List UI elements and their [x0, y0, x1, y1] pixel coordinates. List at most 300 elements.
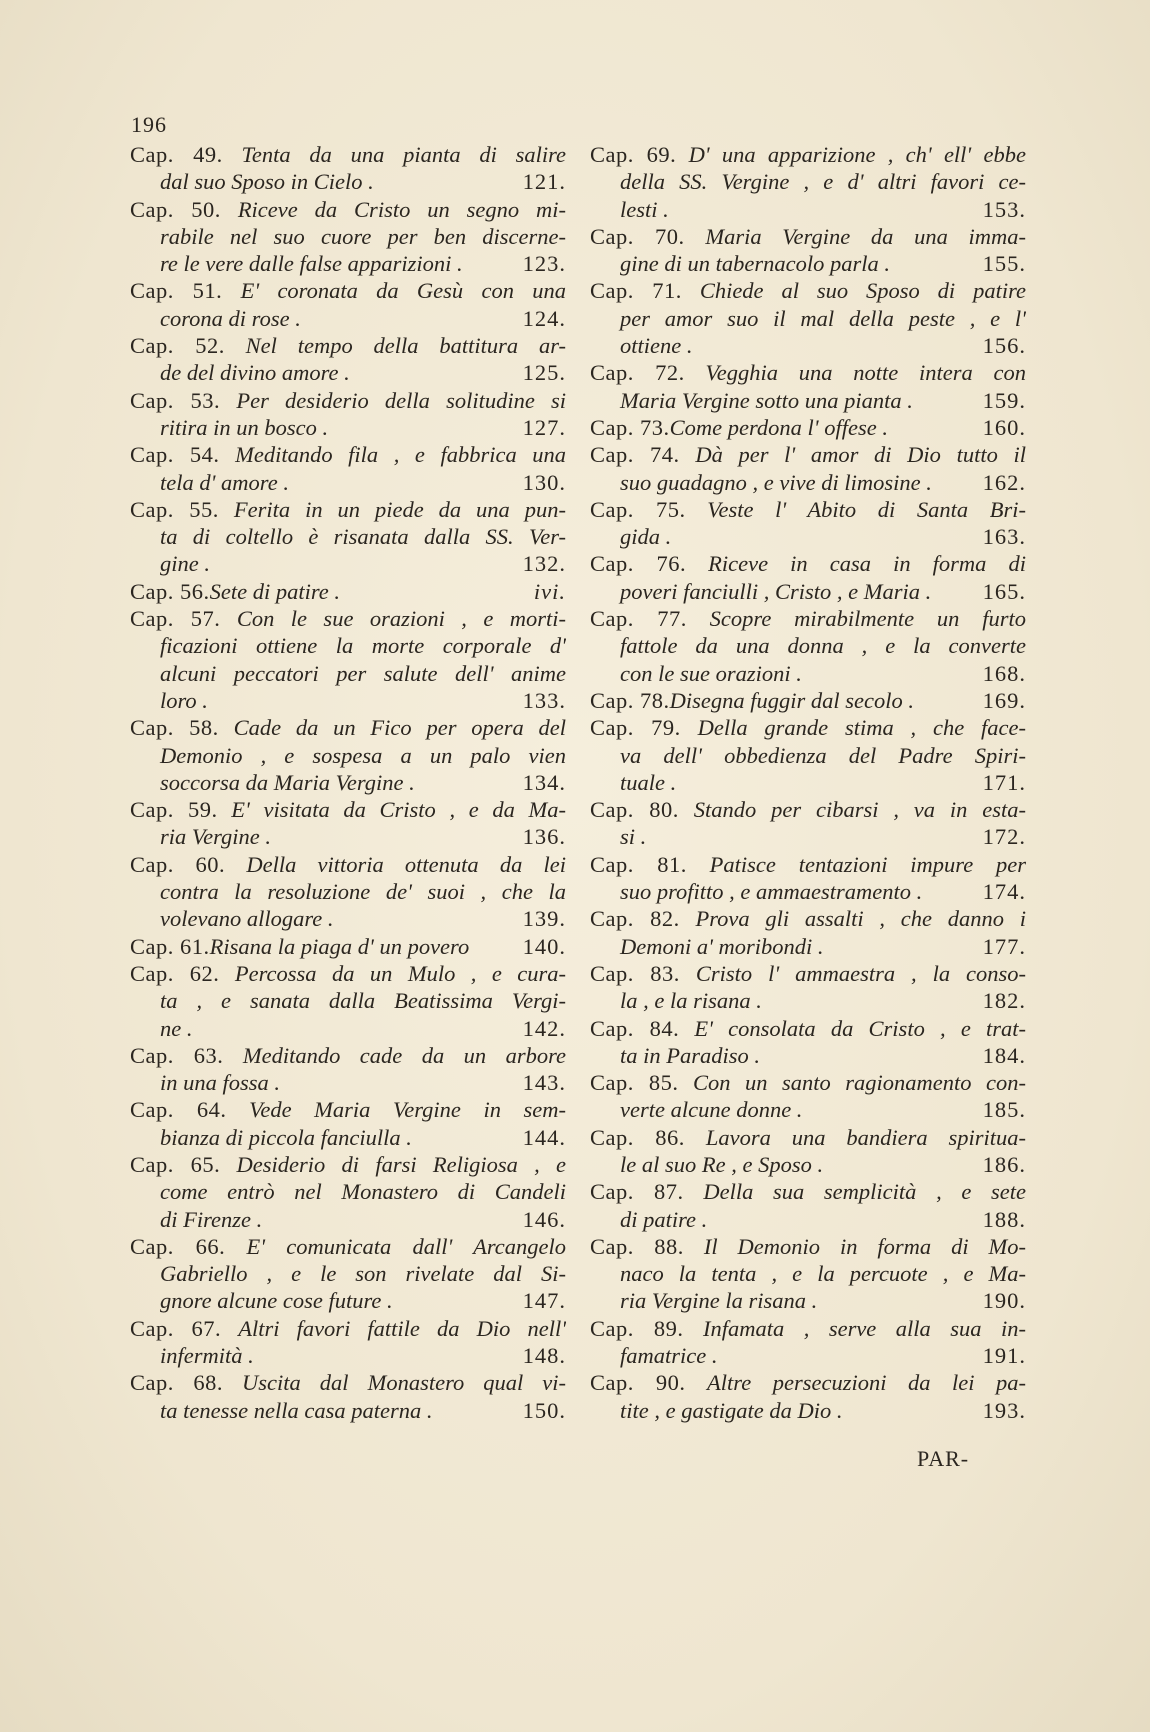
- chapter-label: Cap. 69.: [590, 142, 677, 167]
- entry-line: [590, 332, 1026, 359]
- entry-line: [590, 496, 1026, 523]
- chapter-title: famatrice .: [620, 1343, 718, 1369]
- chapter-title: gine di un tabernacolo parla .: [620, 251, 890, 277]
- entry-line: [130, 960, 566, 987]
- chapter-title: Altre persecuzioni da lei pa-: [707, 1370, 1026, 1396]
- entry-line: [130, 1260, 566, 1287]
- chapter-title: Lavora una bandiera spiritua-: [705, 1124, 1026, 1150]
- chapter-title: ritira in un bosco .: [160, 414, 329, 440]
- entry-line: [130, 1042, 566, 1069]
- entry-line: [590, 550, 1026, 577]
- entry-line: [590, 387, 1026, 414]
- page-reference: 146.: [522, 1206, 566, 1232]
- chapter-title: soccorsa da Maria Vergine .: [160, 769, 415, 795]
- chapter-label: Cap. 82.: [590, 906, 680, 932]
- toc-entry: [590, 441, 1026, 496]
- page-reference: 139.: [522, 906, 566, 932]
- toc-entry: [590, 796, 1026, 851]
- page-reference: 125.: [522, 360, 566, 386]
- chapter-label: Cap. 71.: [590, 278, 682, 304]
- entry-line: [590, 1287, 1026, 1314]
- page-reference: 177.: [982, 933, 1026, 959]
- entry-line: [590, 796, 1026, 823]
- chapter-title: Sete di patire .: [209, 578, 341, 604]
- entry-line: [590, 1315, 1026, 1342]
- toc-entry: [590, 1015, 1026, 1070]
- entry-line: [590, 851, 1026, 878]
- chapter-title: naco la tenta , e la percuote , e Ma-: [620, 1261, 1026, 1287]
- chapter-label: Cap. 73.: [590, 414, 670, 440]
- toc-entry: [130, 1233, 566, 1315]
- toc-entry: [130, 960, 566, 1042]
- chapter-label: Cap. 50.: [130, 196, 221, 222]
- chapter-label: Cap. 66.: [130, 1233, 226, 1259]
- toc-entry: [590, 1233, 1026, 1315]
- chapter-title: Riceve in casa in forma di: [708, 551, 1026, 577]
- entry-line: [130, 605, 566, 632]
- chapter-label: Cap. 78.: [590, 687, 670, 713]
- chapter-title: suo guadagno , e vive di limosine .: [620, 469, 932, 495]
- chapter-label: Cap. 85.: [590, 1070, 679, 1096]
- chapter-label: Cap. 61.: [130, 933, 210, 959]
- page-reference: 153.: [982, 196, 1026, 222]
- chapter-title: Il Demonio in forma di Mo-: [703, 1233, 1026, 1259]
- page-reference: 165.: [982, 578, 1026, 604]
- chapter-title: Con le sue orazioni , e morti-: [236, 606, 566, 632]
- entry-line: [130, 1206, 566, 1233]
- chapter-label: Cap. 56.: [130, 578, 210, 604]
- page-reference: 163.: [982, 524, 1026, 550]
- page-reference: 147.: [522, 1288, 566, 1314]
- chapter-title: dal suo Sposo in Cielo .: [160, 169, 374, 195]
- chapter-title: Vede Maria Vergine in sem-: [249, 1097, 566, 1123]
- page-reference: 143.: [522, 1070, 566, 1096]
- chapter-title: de del divino amore .: [160, 360, 350, 386]
- chapter-title: va dell' obbedienza del Padre Spiri-: [620, 742, 1026, 768]
- entry-line: [130, 1151, 566, 1178]
- toc-entry: [590, 223, 1026, 278]
- toc-entry: [130, 496, 566, 578]
- toc-entry: [590, 496, 1026, 551]
- page-reference: 174.: [982, 879, 1026, 905]
- entry-line: [130, 1069, 566, 1096]
- entry-line: [130, 1015, 566, 1042]
- chapter-label: Cap. 76.: [590, 551, 687, 577]
- chapter-title: fattole da una donna , e la converte: [620, 633, 1026, 659]
- page-reference: 182.: [982, 988, 1026, 1014]
- entry-line: [590, 168, 1026, 195]
- entry-line: [590, 578, 1026, 605]
- entry-line: [590, 660, 1026, 687]
- entry-line: [590, 742, 1026, 769]
- chapter-label: Cap. 64.: [130, 1097, 227, 1123]
- entry-line: [590, 933, 1026, 960]
- chapter-title: Demoni a' moribondi .: [620, 933, 824, 959]
- chapter-title: E' consolata da Cristo , e trat-: [694, 1015, 1026, 1041]
- chapter-label: Cap. 68.: [130, 1370, 224, 1396]
- toc-entry: [130, 387, 566, 442]
- chapter-title: verte alcune donne .: [620, 1097, 803, 1123]
- chapter-title: con le sue orazioni .: [620, 660, 802, 686]
- chapter-title: alcuni peccatori per salute dell' anime: [160, 660, 566, 686]
- chapter-title: Scopre mirabilmente un furto: [709, 606, 1026, 632]
- chapter-title: ta tenesse nella casa paterna .: [160, 1397, 433, 1423]
- chapter-title: Riceve da Cristo un segno mi-: [237, 196, 566, 222]
- entry-line: [590, 987, 1026, 1014]
- entry-line: [130, 687, 566, 714]
- chapter-title: E' visitata da Cristo , e da Ma-: [231, 797, 566, 823]
- chapter-title: lesti .: [620, 196, 669, 222]
- page-reference: 121.: [522, 169, 566, 195]
- chapter-title: loro .: [160, 687, 208, 713]
- chapter-title: tuale .: [620, 769, 677, 795]
- chapter-title: poveri fanciulli , Cristo , e Maria .: [620, 578, 932, 604]
- entry-line: [130, 742, 566, 769]
- page-reference: 132.: [522, 551, 566, 577]
- page-reference: 186.: [982, 1151, 1026, 1177]
- chapter-label: Cap. 58.: [130, 715, 219, 741]
- toc-entry: [130, 196, 566, 278]
- chapter-title: Percossa da un Mulo , e cura-: [234, 960, 566, 986]
- entry-line: [130, 1397, 566, 1424]
- chapter-title: volevano allogare .: [160, 906, 334, 932]
- entry-line: [590, 1233, 1026, 1260]
- toc-entry: [130, 714, 566, 796]
- chapter-title: Prova gli assalti , che danno i: [695, 906, 1026, 932]
- chapter-title: Veste l' Abito di Santa Bri-: [707, 496, 1026, 522]
- chapter-title: Vegghia una notte intera con: [705, 360, 1026, 386]
- entry-line: [590, 305, 1026, 332]
- entry-line: [590, 250, 1026, 277]
- page-reference: 190.: [982, 1288, 1026, 1314]
- chapter-label: Cap. 63.: [130, 1042, 224, 1068]
- chapter-label: Cap. 75.: [590, 496, 686, 522]
- page-reference: 134.: [522, 769, 566, 795]
- page-reference: 185.: [982, 1097, 1026, 1123]
- page-reference: 162.: [982, 469, 1026, 495]
- entry-line: [590, 469, 1026, 496]
- toc-entry: [130, 332, 566, 387]
- entry-line: [130, 851, 566, 878]
- toc-entry: [590, 277, 1026, 359]
- page-reference: 123.: [522, 251, 566, 277]
- entry-line: [590, 687, 1026, 714]
- chapter-label: Cap. 84.: [590, 1015, 680, 1041]
- entry-line: [130, 196, 566, 223]
- entry-line: [590, 196, 1026, 223]
- entry-line: [590, 141, 1026, 168]
- toc-entry: [130, 578, 566, 605]
- chapter-title: ottiene .: [620, 333, 693, 359]
- page-number: 196: [131, 112, 167, 137]
- toc-entry: [590, 414, 1026, 441]
- chapter-label: Cap. 65.: [130, 1151, 221, 1177]
- toc-entry: [130, 1369, 566, 1424]
- chapter-label: Cap. 49.: [130, 142, 223, 167]
- toc-entry: [590, 605, 1026, 687]
- entry-line: [130, 823, 566, 850]
- chapter-title: bianza di piccola fanciulla .: [160, 1124, 412, 1150]
- entry-line: [590, 1151, 1026, 1178]
- chapter-label: Cap. 81.: [590, 851, 687, 877]
- entry-line: [130, 550, 566, 577]
- page-reference: 150.: [522, 1397, 566, 1423]
- chapter-label: Cap. 88.: [590, 1233, 684, 1259]
- entry-line: [590, 1206, 1026, 1233]
- entry-line: [590, 223, 1026, 250]
- chapter-title: D' una apparizione , ch' ell' ebbe: [688, 142, 1026, 167]
- chapter-title: Per desiderio della solitudine si: [236, 387, 566, 413]
- page-reference: ivi.: [533, 578, 566, 604]
- catchword: PAR-: [917, 1446, 970, 1471]
- entry-line: [130, 387, 566, 414]
- chapter-title: in una fossa .: [160, 1070, 281, 1096]
- entry-line: [130, 769, 566, 796]
- chapter-title: le al suo Re , e Sposo .: [620, 1151, 824, 1177]
- chapter-title: Uscita dal Monastero qual vi-: [242, 1370, 566, 1396]
- chapter-label: Cap. 72.: [590, 360, 685, 386]
- page-reference: 136.: [522, 824, 566, 850]
- chapter-title: Dà per l' amor di Dio tutto il: [695, 442, 1026, 468]
- chapter-title: ria Vergine .: [160, 824, 272, 850]
- entry-line: [590, 1069, 1026, 1096]
- entry-line: [590, 1397, 1026, 1424]
- entry-line: [590, 823, 1026, 850]
- chapter-title: Chiede al suo Sposo di patire: [699, 278, 1026, 304]
- toc-entry: [590, 550, 1026, 605]
- entry-line: [130, 660, 566, 687]
- chapter-title: Cade da un Fico per opera del: [233, 715, 566, 741]
- chapter-title: contra la resoluzione de' suoi , che la: [160, 879, 566, 905]
- entry-line: [590, 878, 1026, 905]
- chapter-label: Cap. 83.: [590, 960, 680, 986]
- entry-line: [590, 769, 1026, 796]
- toc-entry: [590, 359, 1026, 414]
- toc-entry: [590, 141, 1026, 223]
- chapter-title: corona di rose .: [160, 305, 301, 331]
- entry-line: [130, 1178, 566, 1205]
- entry-line: [590, 960, 1026, 987]
- chapter-label: Cap. 77.: [590, 606, 687, 632]
- entry-line: [130, 1124, 566, 1151]
- toc-entry: [590, 1178, 1026, 1233]
- chapter-title: gnore alcune cose future .: [160, 1288, 393, 1314]
- chapter-title: Patisce tentazioni impure per: [709, 851, 1026, 877]
- entry-line: [130, 168, 566, 195]
- entry-line: [130, 523, 566, 550]
- entry-line: [590, 1260, 1026, 1287]
- entry-line: [130, 250, 566, 277]
- chapter-label: Cap. 55.: [130, 496, 219, 522]
- chapter-title: Risana la piaga d' un povero: [209, 933, 470, 959]
- toc-entry: [130, 1042, 566, 1097]
- chapter-title: Maria Vergine sotto una pianta .: [620, 387, 913, 413]
- chapter-label: Cap. 74.: [590, 442, 680, 468]
- toc-entry: [590, 1124, 1026, 1179]
- chapter-title: tela d' amore .: [160, 469, 289, 495]
- toc-entry: [130, 277, 566, 332]
- toc-entry: [590, 905, 1026, 960]
- chapter-title: Con un santo ragionamento con-: [693, 1070, 1026, 1096]
- chapter-title: ta in Paradiso .: [620, 1042, 761, 1068]
- toc-entry: [590, 1069, 1026, 1124]
- page-reference: 193.: [982, 1397, 1026, 1423]
- chapter-title: Desiderio di farsi Religiosa , e: [236, 1151, 566, 1177]
- chapter-title: della SS. Vergine , e d' altri favori ce-: [620, 169, 1026, 195]
- chapter-title: Stando per cibarsi , va in esta-: [693, 797, 1026, 823]
- entry-line: [130, 141, 566, 168]
- chapter-title: Meditando fila , e fabbrica una: [235, 442, 566, 468]
- page-reference: 133.: [522, 687, 566, 713]
- chapter-title: Cristo l' ammaestra , la conso-: [695, 960, 1026, 986]
- entry-line: [590, 359, 1026, 386]
- chapter-title: gine .: [160, 551, 210, 577]
- entry-line: [590, 1369, 1026, 1396]
- entry-line: [130, 878, 566, 905]
- toc-entry: [130, 796, 566, 851]
- chapter-title: Infamata , serve alla sua in-: [702, 1315, 1026, 1341]
- chapter-title: ta , e sanata dalla Beatissima Vergi-: [160, 988, 566, 1014]
- chapter-label: Cap. 79.: [590, 715, 681, 741]
- entry-line: [590, 605, 1026, 632]
- chapter-title: infermità .: [160, 1343, 254, 1369]
- page-reference: 144.: [522, 1124, 566, 1150]
- entry-line: [130, 223, 566, 250]
- chapter-title: di patire .: [620, 1206, 708, 1232]
- chapter-title: Gabriello , e le son rivelate dal Si-: [160, 1261, 566, 1287]
- chapter-title: re le vere dalle false apparizioni .: [160, 251, 463, 277]
- entry-line: [130, 496, 566, 523]
- toc-column-right: [590, 141, 1026, 1424]
- toc-entry: [130, 605, 566, 714]
- chapter-label: Cap. 62.: [130, 960, 220, 986]
- toc-column-left: [130, 141, 566, 1424]
- entry-line: [590, 1015, 1026, 1042]
- chapter-title: tite , e gastigate da Dio .: [620, 1397, 843, 1423]
- page-reference: 142.: [522, 1015, 566, 1041]
- toc-entry: [590, 1315, 1026, 1370]
- chapter-label: Cap. 67.: [130, 1315, 222, 1341]
- entry-line: [130, 332, 566, 359]
- entry-line: [130, 469, 566, 496]
- page-reference: 127.: [522, 414, 566, 440]
- toc-entry: [130, 933, 566, 960]
- entry-line: [130, 1315, 566, 1342]
- chapter-title: suo profitto , e ammaestramento .: [620, 879, 923, 905]
- entry-line: [590, 905, 1026, 932]
- page-reference: 160.: [982, 414, 1026, 440]
- chapter-title: Come perdona l' offese .: [669, 414, 888, 440]
- toc-entry: [590, 851, 1026, 906]
- entry-line: [130, 987, 566, 1014]
- page-reference: 156.: [982, 333, 1026, 359]
- page-reference: 130.: [522, 469, 566, 495]
- chapter-label: Cap. 59.: [130, 797, 218, 823]
- chapter-label: Cap. 60.: [130, 851, 226, 877]
- entry-line: [590, 441, 1026, 468]
- toc-entry: [590, 1369, 1026, 1424]
- entry-line: [130, 1287, 566, 1314]
- chapter-title: di Firenze .: [160, 1206, 263, 1232]
- chapter-title: Altri favori fattile da Dio nell': [238, 1315, 566, 1341]
- toc-entry: [130, 851, 566, 933]
- chapter-label: Cap. 89.: [590, 1315, 684, 1341]
- chapter-label: Cap. 86.: [590, 1124, 685, 1150]
- page-reference: 155.: [982, 251, 1026, 277]
- page-reference: 168.: [982, 660, 1026, 686]
- chapter-title: Della sua semplicità , e sete: [703, 1179, 1026, 1205]
- chapter-title: Meditando cade da un arbore: [242, 1042, 566, 1068]
- toc-entry: [130, 1151, 566, 1233]
- chapter-label: Cap. 70.: [590, 223, 685, 249]
- chapter-title: la , e la risana .: [620, 988, 762, 1014]
- page-reference: 169.: [982, 687, 1026, 713]
- entry-line: [590, 1124, 1026, 1151]
- chapter-title: Demonio , e sospesa a un palo vien: [160, 742, 566, 768]
- entry-line: [130, 1096, 566, 1123]
- entry-line: [130, 632, 566, 659]
- page-reference: 148.: [522, 1343, 566, 1369]
- entry-line: [590, 632, 1026, 659]
- chapter-label: Cap. 80.: [590, 797, 679, 823]
- page-reference: 140.: [522, 933, 566, 959]
- chapter-title: per amor suo il mal della peste , e l': [620, 305, 1026, 331]
- chapter-title: Nel tempo della battitura ar-: [245, 333, 566, 359]
- chapter-label: Cap. 53.: [130, 387, 221, 413]
- chapter-title: Della vittoria ottenuta da lei: [246, 851, 566, 877]
- chapter-title: ria Vergine la risana .: [620, 1288, 818, 1314]
- entry-line: [590, 277, 1026, 304]
- chapter-label: Cap. 51.: [130, 278, 223, 304]
- page-reference: 171.: [982, 769, 1026, 795]
- entry-line: [590, 523, 1026, 550]
- toc-entry: [130, 1096, 566, 1151]
- page-reference: 188.: [982, 1206, 1026, 1232]
- entry-line: [590, 714, 1026, 741]
- entry-line: [590, 414, 1026, 441]
- chapter-title: E' comunicata dall' Arcangelo: [246, 1233, 566, 1259]
- chapter-title: Tenta da una pianta di salire: [241, 142, 566, 167]
- chapter-title: Ferita in un piede da una pun-: [233, 496, 566, 522]
- chapter-title: si .: [620, 824, 647, 850]
- toc-entry: [590, 960, 1026, 1015]
- page-reference: 191.: [982, 1343, 1026, 1369]
- entry-line: [590, 1342, 1026, 1369]
- chapter-title: Maria Vergine da una imma-: [705, 223, 1026, 249]
- chapter-title: gida .: [620, 524, 672, 550]
- entry-line: [130, 305, 566, 332]
- chapter-label: Cap. 54.: [130, 442, 220, 468]
- entry-line: [130, 796, 566, 823]
- entry-line: [130, 277, 566, 304]
- entry-line: [130, 414, 566, 441]
- entry-line: [590, 1096, 1026, 1123]
- chapter-title: E' coronata da Gesù con una: [240, 278, 566, 304]
- chapter-label: Cap. 90.: [590, 1370, 686, 1396]
- entry-line: [130, 578, 566, 605]
- entry-line: [130, 1233, 566, 1260]
- chapter-title: Della grande stima , che face-: [697, 715, 1026, 741]
- toc-entry: [590, 714, 1026, 796]
- page-reference: 159.: [982, 387, 1026, 413]
- page-reference: 124.: [522, 305, 566, 331]
- chapter-title: ne .: [160, 1015, 193, 1041]
- chapter-label: Cap. 57.: [130, 606, 221, 632]
- entry-line: [130, 933, 566, 960]
- chapter-title: rabile nel suo cuore per ben discerne-: [160, 223, 566, 249]
- entry-line: [130, 1342, 566, 1369]
- entry-line: [590, 1042, 1026, 1069]
